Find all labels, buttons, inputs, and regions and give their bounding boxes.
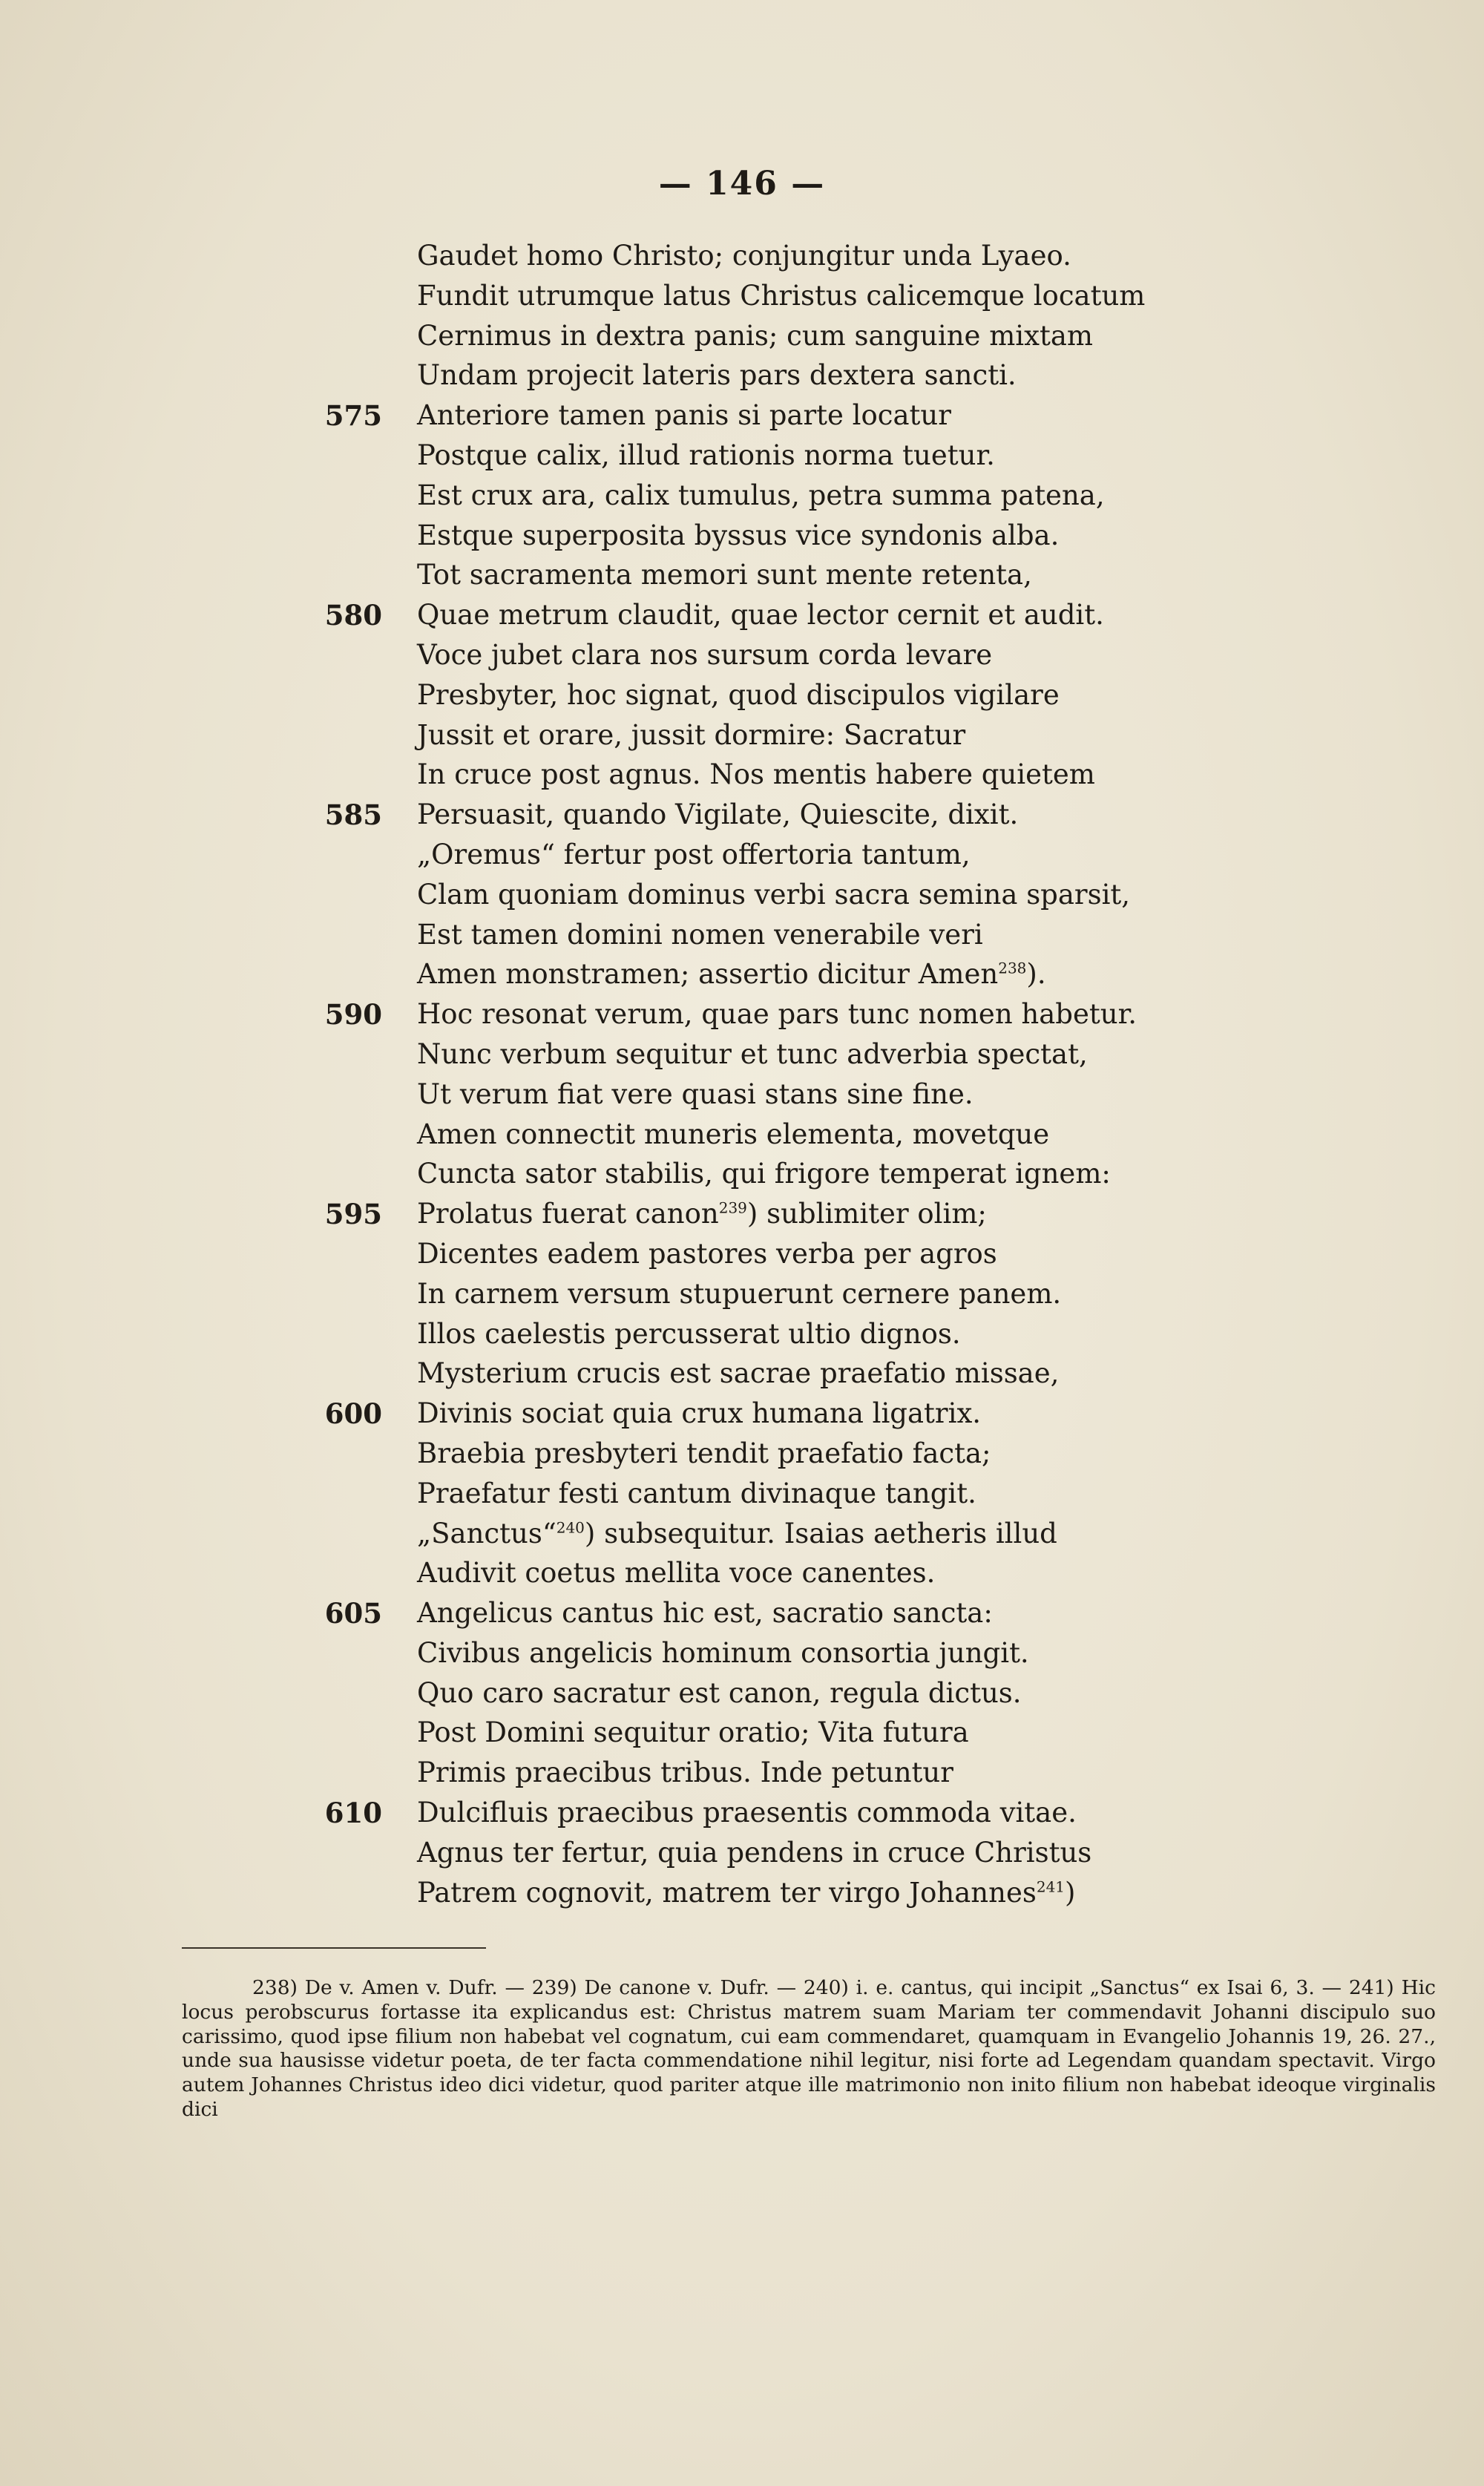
verse-line (0, 597, 1484, 637)
verse-text (417, 237, 1071, 275)
verse-text-main: Est tamen domini nomen venerabile veri (417, 918, 983, 951)
verse-text-main: Angelicus cantus hic est, sacratio sancta: (417, 1597, 993, 1630)
verse-text (417, 477, 1105, 514)
verse-line (0, 318, 1484, 358)
verse-line (0, 796, 1484, 836)
verse-text (417, 318, 1093, 355)
verse-text-main: Amen connectit muneris elementa, movetque (417, 1118, 1050, 1150)
verse-text-main: Post Domini sequitur oratio; Vita futura (417, 1716, 969, 1749)
verse-text-main: Undam projecit lateris pars dextera sancti. (417, 359, 1017, 392)
verse-text (417, 916, 983, 954)
verse-text (417, 1276, 1061, 1313)
verse-text (417, 637, 992, 674)
verse-line (0, 1635, 1484, 1675)
verse-text (417, 1515, 1057, 1552)
page-number: — 146 — (658, 165, 826, 203)
verse-text-main: Praefatur festi cantum divinaque tangit. (417, 1477, 976, 1509)
footnote-marker: 241 (1036, 1877, 1066, 1896)
verse-text-main: Postque calix, illud rationis norma tuetur. (417, 439, 995, 471)
footnote-marker: 239 (718, 1198, 747, 1217)
verse-text (417, 717, 965, 754)
verse-text-main: Clam quoniam dominus verbi sacra semina sparsit, (417, 878, 1131, 911)
verse-text (417, 677, 1060, 714)
verse-line (0, 557, 1484, 597)
verse-line (0, 1875, 1484, 1915)
verse-text (417, 836, 971, 873)
verse-line (0, 1116, 1484, 1156)
verse-line (0, 1515, 1484, 1555)
verse-text (417, 1355, 1059, 1392)
verse-text-main: Voce jubet clara nos sursum corda levare (417, 638, 993, 671)
line-number: 585 (324, 798, 382, 832)
verse-text (417, 1875, 1075, 1912)
verse-line (0, 477, 1484, 517)
verse-line (0, 1834, 1484, 1875)
verse-line (0, 717, 1484, 757)
footnote-rule (182, 1947, 486, 1949)
verse-text (417, 597, 1104, 634)
verse-line (0, 1276, 1484, 1316)
footnote-marker: 240 (556, 1518, 585, 1537)
verse-text-main: Braebia presbyteri tendit praefatio facta; (417, 1437, 991, 1469)
verse-text-main: Hoc resonat verum, quae pars tunc nomen habetur. (417, 998, 1137, 1031)
verse-text-main: Audivit coetus mellita voce canentes. (417, 1557, 936, 1590)
verse-text-main: Anteriore tamen panis si parte locatur (417, 399, 951, 432)
verse-text-main: Agnus ter fertur, quia pendens in cruce Christus (417, 1836, 1092, 1869)
verse-text (417, 1635, 1029, 1672)
verse-text-main: Ut verum fiat vere quasi stans sine fine. (417, 1078, 974, 1110)
verse-text-main: Dulcifluis praecibus praesentis commoda vitae. (417, 1797, 1077, 1829)
verse-text (417, 397, 951, 434)
verse-line (0, 876, 1484, 916)
line-number: 580 (324, 599, 382, 632)
verse-text-main: Persuasit, quando Vigilate, Quiescite, dixit. (417, 798, 1019, 831)
verse-text (417, 1036, 1088, 1073)
verse-text (417, 756, 1095, 793)
verse-text-main: Estque superposita byssus vice syndonis alba. (417, 519, 1060, 551)
verse-line (0, 1675, 1484, 1715)
verse-text-main: Divinis sociat quia crux humana ligatrix. (417, 1397, 982, 1430)
verse-text (417, 1675, 1022, 1712)
verse-line (0, 956, 1484, 996)
line-number: 600 (324, 1397, 382, 1431)
verse-line (0, 1595, 1484, 1635)
line-number: 575 (324, 399, 382, 433)
verse-text-after: ) subsequitur. Isaias aetheris illud (584, 1517, 1057, 1549)
verse-text-main: Tot sacramenta memori sunt mente retenta, (417, 559, 1032, 591)
verse-text (417, 1395, 981, 1432)
verse-text-main: Cernimus in dextra panis; cum sanguine mixtam (417, 319, 1093, 352)
line-number: 605 (324, 1597, 382, 1630)
verse-line (0, 278, 1484, 318)
verse-line (0, 1316, 1484, 1356)
verse-text-main: Patrem cognovit, matrem ter virgo Johannes (417, 1876, 1037, 1909)
verse-text (417, 1196, 987, 1233)
verse-text (417, 1794, 1077, 1831)
verse-line (0, 756, 1484, 796)
verse-text-main: Illos caelestis percusserat ultio dignos. (417, 1317, 961, 1350)
verse-text (417, 1834, 1091, 1872)
verse-line (0, 517, 1484, 557)
verse-line (0, 996, 1484, 1036)
verse-text (417, 996, 1137, 1033)
verse-text-main: Est crux ara, calix tumulus, petra summa patena, (417, 479, 1105, 511)
verse-line (0, 397, 1484, 437)
verse-text-main: „Sanctus“ (417, 1517, 556, 1549)
verse-text-main: Mysterium crucis est sacrae praefatio missae, (417, 1357, 1060, 1390)
verse-text-main: Nunc verbum sequitur et tunc adverbia spectat, (417, 1037, 1088, 1070)
verse-text-main: Civibus angelicis hominum consortia jungit. (417, 1636, 1029, 1669)
verse-text (417, 1316, 961, 1353)
line-number: 610 (324, 1797, 382, 1830)
verse-text (417, 1555, 935, 1592)
verse-text-after: ) (1065, 1876, 1076, 1909)
verse-text-main: Prolatus fuerat canon (417, 1198, 719, 1230)
verse-text-main: Amen monstramen; assertio dicitur Amen (417, 958, 999, 991)
verse-line (0, 916, 1484, 957)
verse-text-main: Quo caro sacratur est canon, regula dictus. (417, 1676, 1022, 1709)
verse-text-main: Gaudet homo Christo; conjungitur unda Lyaeo. (417, 240, 1071, 272)
verse-text (417, 796, 1018, 833)
verse-text-main: Presbyter, hoc signat, quod discipulos vigilare (417, 678, 1060, 711)
verse-text-main: In cruce post agnus. Nos mentis habere quietem (417, 758, 1095, 791)
verse-text-main: „Oremus“ fertur post offertoria tantum, (417, 838, 971, 870)
verse-text (417, 517, 1059, 554)
verse-text (417, 1754, 953, 1791)
verse-text-main: Quae metrum claudit, quae lector cernit et audit. (417, 599, 1104, 632)
verse-line (0, 1236, 1484, 1276)
footnote-marker: 238 (998, 960, 1027, 978)
verse-text (417, 1595, 993, 1632)
line-number: 595 (324, 1198, 382, 1231)
verse-line (0, 1714, 1484, 1754)
verse-text-main: Fundit utrumque latus Christus calicemque locatum (417, 279, 1146, 312)
verse-text (417, 1435, 991, 1472)
verse-line (0, 1555, 1484, 1595)
verse-line (0, 357, 1484, 397)
verse-line (0, 1155, 1484, 1196)
verse-text (417, 1076, 974, 1113)
verse-text-main: Dicentes eadem pastores verba per agros (417, 1237, 997, 1270)
verse-line (0, 1794, 1484, 1834)
verse-line (0, 1435, 1484, 1475)
verse-text (417, 1475, 976, 1512)
verse-text (417, 876, 1130, 914)
verse-text (417, 956, 1046, 993)
verse-text (417, 557, 1032, 594)
verse-line (0, 1754, 1484, 1794)
verse-line (0, 1395, 1484, 1435)
verse-text (417, 1714, 969, 1751)
verse-line (0, 836, 1484, 876)
verse-line (0, 1036, 1484, 1076)
verse-line (0, 677, 1484, 717)
verse-text (417, 437, 995, 474)
verse-text (417, 278, 1145, 315)
verse-text-main: Jussit et orare, jussit dormire: Sacratur (417, 718, 966, 751)
verse-text-main: Primis praecibus tribus. Inde petuntur (417, 1757, 953, 1789)
verse-block (0, 237, 1484, 1914)
verse-line (0, 1475, 1484, 1515)
verse-line (0, 237, 1484, 278)
verse-text (417, 1236, 997, 1273)
verse-text-main: In carnem versum stupuerunt cernere panem. (417, 1277, 1062, 1310)
verse-line (0, 1196, 1484, 1236)
verse-text (417, 357, 1017, 394)
verse-text (417, 1116, 1049, 1153)
verse-line (0, 637, 1484, 677)
line-number: 590 (324, 998, 382, 1032)
verse-text (417, 1155, 1111, 1193)
verse-line (0, 1355, 1484, 1395)
verse-text-after: ). (1026, 958, 1046, 991)
verse-line (0, 437, 1484, 477)
verse-text-after: ) sublimiter olim; (746, 1198, 987, 1230)
verse-line (0, 1076, 1484, 1116)
footnotes: 238) De v. Amen v. Dufr. — 239) De canone v. Dufr. — 240) i. e. cantus, qui incipit „Sanctus“ ex Isai 6, 3. — 241) Hic locus perobscurus fortasse ita explicandus est: Christus matrem suam Mariam ter commendavit Johanni discipulo suo carissimo, quod ipse filium non habebat vel cognatum, cui eam commendaret, quamquam in Evangelio Johannis 19, 26. 27., unde sua hausisse videtur poeta, de ter facta commendatione nihil legitur, nisi forte ad Legendam quandam spectavit. Virgo autem Johannes Christus ideo dici videtur, quod pariter atque ille matrimonio non inito filium non habebat ideoque virginalis dici (182, 1976, 1436, 2121)
verse-text-main: Cuncta sator stabilis, qui frigore temperat ignem: (417, 1158, 1111, 1190)
